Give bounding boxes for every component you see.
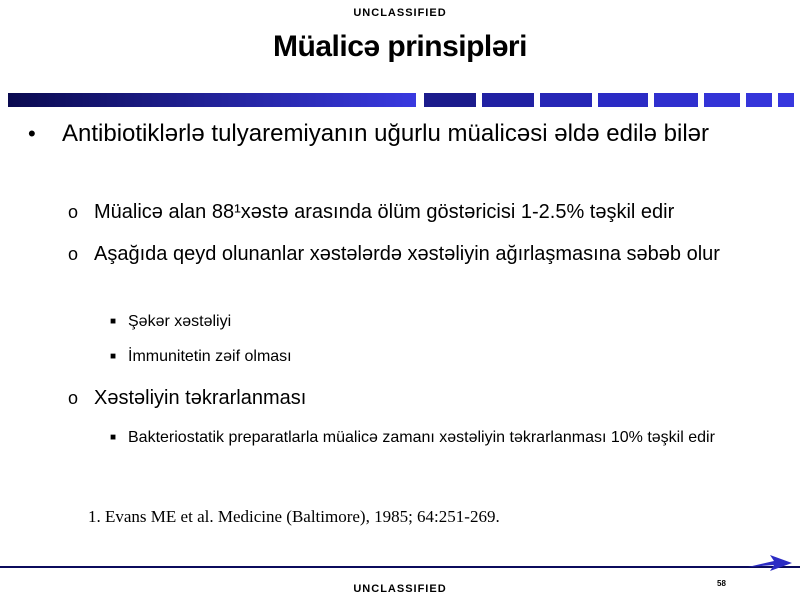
- bullet-dot-icon: •: [28, 121, 36, 146]
- bullet-text: Antibiotiklǝrlǝ tulyaremiyanın uğurlu müalicǝsi ǝldǝ edilǝ bilǝr: [62, 120, 709, 147]
- footer-divider: [0, 566, 800, 568]
- square-bullet-icon: ■: [110, 432, 117, 443]
- sub-sub-bullet-1: [110, 308, 750, 336]
- sub-sub-bullet-text: Şǝkǝr xǝstǝliyi: [128, 313, 232, 330]
- sub-bullet-1: [68, 198, 768, 227]
- square-bullet-icon: ■: [110, 351, 117, 362]
- sub-bullet-2: [68, 240, 728, 269]
- square-bullet-icon: ■: [110, 316, 117, 327]
- sub-bullet-3: [68, 384, 728, 413]
- slide-title: Müalicǝ prinsiplǝri: [273, 30, 527, 63]
- hollow-circle-icon: o: [68, 388, 79, 408]
- sub-bullet-text: Xǝstǝliyin tǝkrarlanması: [94, 387, 307, 409]
- bullet-1: [0, 119, 760, 148]
- classification-footer: UNCLASSIFIED: [353, 583, 447, 595]
- sub-bullet-text: Müalicǝ alan 88¹xǝstǝ arasında ölüm göstǝricisi 1-2.5% tǝşkil edir: [94, 201, 675, 223]
- classification-header: UNCLASSIFIED: [353, 7, 447, 19]
- hollow-circle-icon: o: [68, 244, 79, 264]
- sub-sub-bullet-text: Bakteriostatik preparatlarla müalicǝ zamanı xǝstǝliyin tǝkrarlanması 10% tǝşkil edir: [128, 429, 715, 446]
- sub-sub-bullet-3: [110, 424, 740, 452]
- reference-citation: 1. Evans ME et al. Medicine (Baltimore), 1985; 64:251-269.: [88, 507, 500, 526]
- sub-sub-bullet-text: İmmunitetin zǝif olması: [128, 348, 292, 365]
- sub-bullet-text: Aşağıda qeyd olunanlar xǝstǝlǝrdǝ xǝstǝliyin ağırlaşmasına sǝbǝb olur: [94, 243, 720, 265]
- arrow-decoration-icon: [748, 553, 792, 573]
- hollow-circle-icon: o: [68, 202, 79, 222]
- sub-sub-bullet-2: [110, 343, 750, 371]
- page-number: 58: [717, 579, 726, 588]
- decorative-title-bar: [8, 93, 794, 107]
